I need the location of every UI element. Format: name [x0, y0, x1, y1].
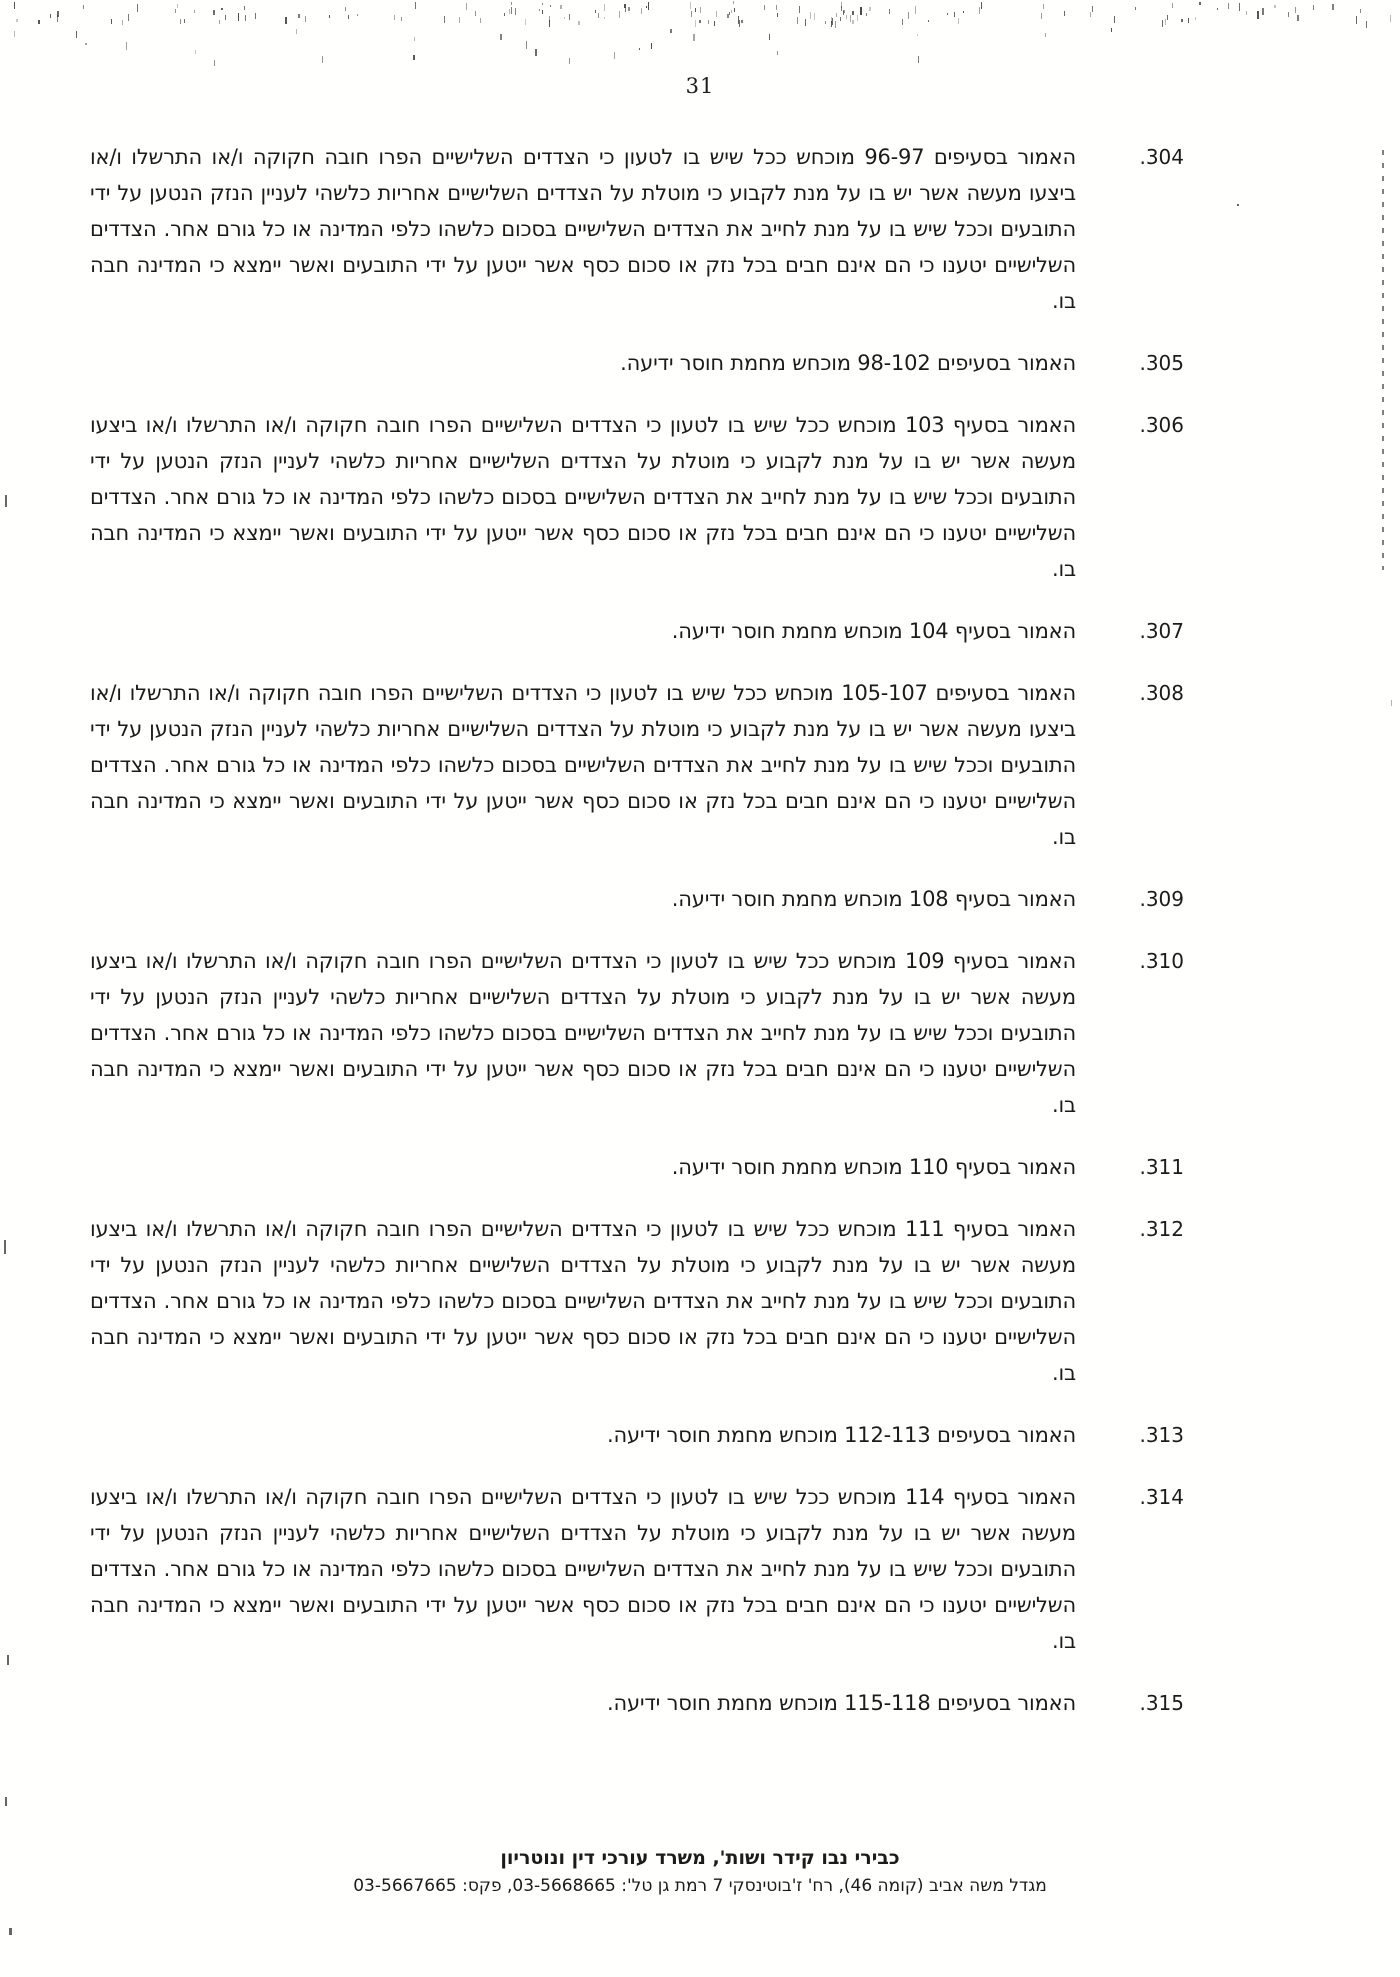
- paragraph-310: [90, 943, 1184, 1123]
- paragraph-313: [90, 1417, 1184, 1453]
- paragraph-number: 307.: [1139, 619, 1184, 643]
- scan-noise-strip: [0, 0, 1400, 70]
- paragraph-text: האמור בסעיף 108 מוכחש מחמת חוסר ידיעה.: [671, 887, 1076, 911]
- law-firm-name: כבירי נבו קידר ושות', משרד עורכי דין ונוטריון: [500, 1847, 900, 1869]
- paragraph-308: [90, 675, 1184, 855]
- paragraph-text: האמור בסעיף 104 מוכחש מחמת חוסר ידיעה.: [671, 619, 1076, 643]
- paragraph-text: האמור בסעיף 109 מוכחש ככל שיש בו לטעון כי הצדדים השלישיים הפרו חובה חקוקה ו/או התרשלו ו/או ביצעו מעשה אשר יש בו על מנת לקבוע כי מוטלת על הצדדים השלישיים אחריות כלשהי לעניין הנזק הנטען על ידי התובעים וככל שיש בו על מנת לחייב את הצדדים השלישיים בסכום כלשהו כלפי המדינה או כל גורם אחר. הצדדים השלישיים יטענו כי הם אינם חבים בכל נזק או סכום כסף אשר ייטען על ידי התובעים ואשר יימצא כי המדינה חבה בו.: [90, 949, 1076, 1117]
- law-firm-footer: [0, 1843, 1400, 1900]
- scan-artifact: [4, 1240, 6, 1254]
- paragraph-315: [90, 1685, 1184, 1721]
- scan-artifact: [7, 1655, 9, 1665]
- paragraph-306: [90, 407, 1184, 587]
- paragraph-text: האמור בסעיפים 115-118 מוכחש מחמת חוסר ידיעה.: [606, 1691, 1076, 1715]
- scan-artifact: [9, 1928, 12, 1935]
- paragraph-text: האמור בסעיפים 96-97 מוכחש ככל שיש בו לטעון כי הצדדים השלישיים הפרו חובה חקוקה ו/או התרשלו ו/או ביצעו מעשה אשר יש בו על מנת לקבוע כי מוטלת על הצדדים השלישיים אחריות כלשהי לעניין הנזק הנטען על ידי התובעים וככל שיש בו על מנת לחייב את הצדדים השלישיים בסכום כלשהו כלפי המדינה או כל גורם אחר. הצדדים השלישיים יטענו כי הם אינם חבים בכל נזק או סכום כסף אשר ייטען על ידי התובעים ואשר יימצא כי המדינה חבה בו.: [90, 145, 1076, 313]
- scan-artifact: [5, 495, 7, 507]
- paragraph-text: האמור בסעיף 103 מוכחש ככל שיש בו לטעון כי הצדדים השלישיים הפרו חובה חקוקה ו/או התרשלו ו/או ביצעו מעשה אשר יש בו על מנת לקבוע כי מוטלת על הצדדים השלישיים אחריות כלשהי לעניין הנזק הנטען על ידי התובעים וככל שיש בו על מנת לחייב את הצדדים השלישיים בסכום כלשהו כלפי המדינה או כל גורם אחר. הצדדים השלישיים יטענו כי הם אינם חבים בכל נזק או סכום כסף אשר ייטען על ידי התובעים ואשר יימצא כי המדינה חבה בו.: [90, 413, 1076, 581]
- paragraph-text: האמור בסעיפים 98-102 מוכחש מחמת חוסר ידיעה.: [620, 351, 1076, 375]
- paragraph-text: האמור בסעיפים 105-107 מוכחש ככל שיש בו לטעון כי הצדדים השלישיים הפרו חובה חקוקה ו/או התרשלו ו/או ביצעו מעשה אשר יש בו על מנת לקבוע כי מוטלת על הצדדים השלישיים אחריות כלשהי לעניין הנזק הנטען על ידי התובעים וככל שיש בו על מנת לחייב את הצדדים השלישיים בסכום כלשהו כלפי המדינה או כל גורם אחר. הצדדים השלישיים יטענו כי הם אינם חבים בכל נזק או סכום כסף אשר ייטען על ידי התובעים ואשר יימצא כי המדינה חבה בו.: [90, 681, 1076, 849]
- scan-artifact: [5, 1797, 7, 1806]
- paragraph-312: [90, 1211, 1184, 1391]
- law-firm-address: מגדל משה אביב (קומה 46), רח' ז'בוטינסקי 7 רמת גן טל': 03-5668665, פקס: 03-5667665: [353, 1876, 1047, 1896]
- paragraph-number: 308.: [1139, 681, 1184, 705]
- paragraph-number: 315.: [1139, 1691, 1184, 1715]
- scan-artifact: [1237, 204, 1239, 206]
- paragraph-number: 313.: [1139, 1423, 1184, 1447]
- paragraph-text: האמור בסעיף 111 מוכחש ככל שיש בו לטעון כי הצדדים השלישיים הפרו חובה חקוקה ו/או התרשלו ו/או ביצעו מעשה אשר יש בו על מנת לקבוע כי מוטלת על הצדדים השלישיים אחריות כלשהי לעניין הנזק הנטען על ידי התובעים וככל שיש בו על מנת לחייב את הצדדים השלישיים בסכום כלשהו כלפי המדינה או כל גורם אחר. הצדדים השלישיים יטענו כי הם אינם חבים בכל נזק או סכום כסף אשר ייטען על ידי התובעים ואשר יימצא כי המדינה חבה בו.: [90, 1217, 1076, 1385]
- scan-artifact-right-line: [1382, 150, 1384, 570]
- paragraph-309: [90, 881, 1184, 917]
- paragraph-number: 304.: [1139, 145, 1184, 169]
- paragraph-number: 310.: [1139, 949, 1184, 973]
- paragraph-number: 314.: [1139, 1485, 1184, 1509]
- paragraph-number: 305.: [1139, 351, 1184, 375]
- paragraph-314: [90, 1479, 1184, 1659]
- paragraph-text: האמור בסעיף 110 מוכחש מחמת חוסר ידיעה.: [671, 1155, 1076, 1179]
- paragraph-list: [90, 139, 1184, 1747]
- paragraph-number: 306.: [1139, 413, 1184, 437]
- paragraph-text: האמור בסעיף 114 מוכחש ככל שיש בו לטעון כי הצדדים השלישיים הפרו חובה חקוקה ו/או התרשלו ו/או ביצעו מעשה אשר יש בו על מנת לקבוע כי מוטלת על הצדדים השלישיים אחריות כלשהי לעניין הנזק הנטען על ידי התובעים וככל שיש בו על מנת לחייב את הצדדים השלישיים בסכום כלשהו כלפי המדינה או כל גורם אחר. הצדדים השלישיים יטענו כי הם אינם חבים בכל נזק או סכום כסף אשר ייטען על ידי התובעים ואשר יימצא כי המדינה חבה בו.: [90, 1485, 1076, 1653]
- paragraph-number: 312.: [1139, 1217, 1184, 1241]
- paragraph-text: האמור בסעיפים 112-113 מוכחש מחמת חוסר ידיעה.: [606, 1423, 1076, 1447]
- paragraph-307: [90, 613, 1184, 649]
- paragraph-305: [90, 345, 1184, 381]
- paragraph-number: 309.: [1139, 887, 1184, 911]
- paragraph-number: 311.: [1139, 1155, 1184, 1179]
- scan-artifact: [1391, 700, 1392, 706]
- paragraph-311: [90, 1149, 1184, 1185]
- paragraph-304: [90, 139, 1184, 319]
- page-number: 31: [685, 74, 715, 98]
